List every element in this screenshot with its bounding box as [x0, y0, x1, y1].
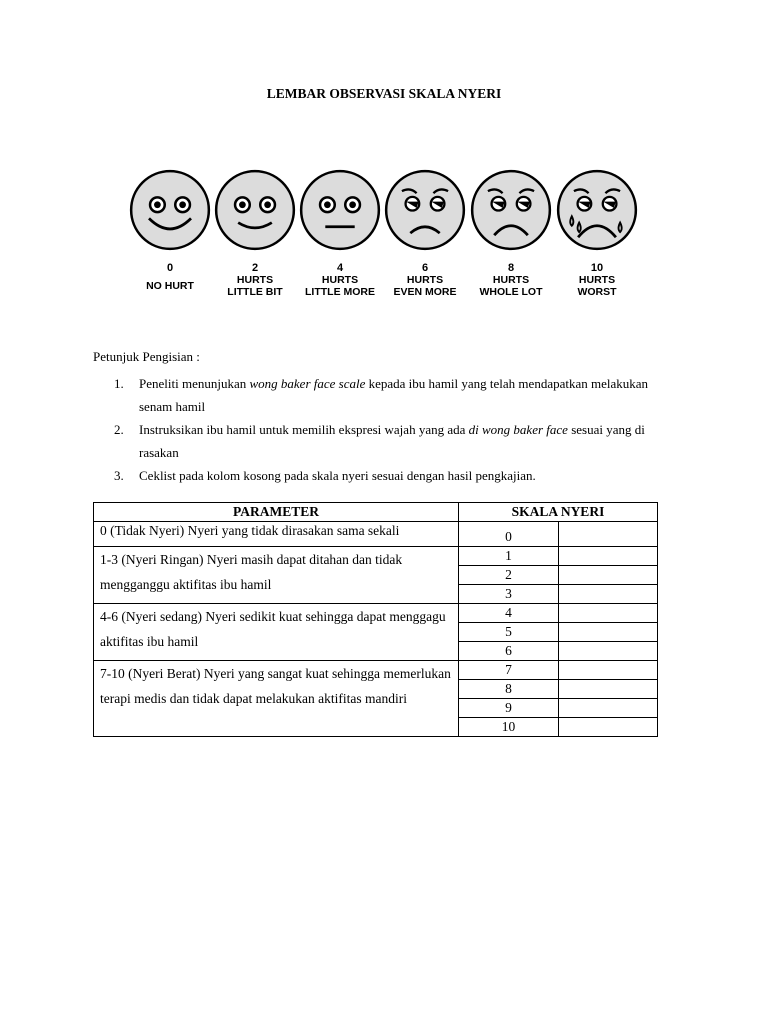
checklist-cell[interactable]: [559, 699, 658, 718]
happy-face-icon: [213, 168, 297, 252]
instructions-list: [114, 372, 654, 487]
scale-level-cell: 6: [459, 642, 559, 661]
pain-scale-table: [93, 502, 658, 737]
face-scale-number: 6: [421, 262, 429, 274]
instruction-text: di wong baker face: [468, 422, 568, 437]
instructions-heading: Petunjuk Pengisian :: [93, 349, 200, 364]
face-scale-item: [125, 168, 215, 292]
instruction-text: Peneliti menunjukan: [139, 376, 250, 391]
table-row: [94, 661, 658, 680]
sad-face-icon: [383, 168, 467, 252]
face-scale-number: 10: [590, 262, 604, 274]
face-scale-label: NO HURT: [146, 280, 194, 292]
instruction-text: Instruksikan ibu hamil untuk memilih ekspresi wajah yang ada: [139, 422, 469, 437]
face-scale-label: HURTS LITTLE BIT: [227, 274, 283, 298]
very-happy-face-icon: [128, 168, 212, 252]
very-sad-face-icon: [469, 168, 553, 252]
checklist-cell[interactable]: [559, 522, 658, 547]
checklist-cell[interactable]: [559, 623, 658, 642]
table-row: [94, 522, 658, 547]
parameter-header: PARAMETER: [94, 503, 459, 522]
instruction-text: kepada ibu hamil yang telah mendapatkan melakukan senam hamil: [139, 376, 649, 414]
scale-level-cell: 8: [459, 680, 559, 699]
scale-level-cell: 9: [459, 699, 559, 718]
checklist-cell[interactable]: [559, 661, 658, 680]
parameter-cell: 1-3 (Nyeri Ringan) Nyeri masih dapat ditahan dan tidak mengganggu aktifitas ibu hamil: [94, 547, 459, 604]
instruction-number: 2.: [114, 422, 124, 437]
face-scale-item: [295, 168, 385, 298]
instruction-item: [114, 372, 654, 418]
scale-level-cell: 3: [459, 585, 559, 604]
instruction-text: sesuai yang di rasakan: [139, 422, 645, 460]
parameter-cell: 0 (Tidak Nyeri) Nyeri yang tidak dirasakan sama sekali: [94, 522, 459, 547]
scale-header: SKALA NYERI: [459, 503, 658, 522]
checklist-cell[interactable]: [559, 718, 658, 737]
parameter-cell: 4-6 (Nyeri sedang) Nyeri sedikit kuat sehingga dapat menggagu aktifitas ibu hamil: [94, 604, 459, 661]
instruction-text: Ceklist pada kolom kosong pada skala nyeri sesuai dengan hasil pengkajian.: [139, 468, 536, 483]
face-scale-item: [466, 168, 556, 298]
scale-level-cell: 5: [459, 623, 559, 642]
instruction-text: wong baker face scale: [249, 376, 366, 391]
face-scale-label: HURTS EVEN MORE: [393, 274, 457, 298]
checklist-cell[interactable]: [559, 566, 658, 585]
face-scale-number: 8: [507, 262, 515, 274]
table-row: [94, 604, 658, 623]
scale-level-cell: 10: [459, 718, 559, 737]
checklist-cell[interactable]: [559, 680, 658, 699]
face-scale-item: [552, 168, 642, 298]
face-scale-number: 0: [166, 262, 174, 274]
table-header-row: [94, 503, 658, 522]
instruction-number: 3.: [114, 468, 124, 483]
checklist-cell[interactable]: [559, 585, 658, 604]
parameter-cell: 7-10 (Nyeri Berat) Nyeri yang sangat kuat sehingga memerlukan terapi medis dan tidak dapat melakukan aktifitas mandiri: [94, 661, 459, 737]
crying-face-icon: [555, 168, 639, 252]
checklist-cell[interactable]: [559, 642, 658, 661]
scale-level-cell: 7: [459, 661, 559, 680]
face-scale-label: HURTS WHOLE LOT: [479, 274, 543, 298]
scale-level-cell: 1: [459, 547, 559, 566]
face-scale-label: HURTS LITTLE MORE: [305, 274, 375, 298]
scale-level-cell: 2: [459, 566, 559, 585]
scale-level-cell: 0: [459, 522, 559, 547]
table-row: [94, 547, 658, 566]
face-scale-number: 2: [251, 262, 259, 274]
scale-level-cell: 4: [459, 604, 559, 623]
face-scale-item: [380, 168, 470, 298]
wong-baker-face-scale: [122, 168, 642, 308]
checklist-cell[interactable]: [559, 547, 658, 566]
face-scale-label: HURTS WORST: [577, 274, 617, 298]
face-scale-number: 4: [336, 262, 344, 274]
instruction-item: [114, 418, 654, 464]
document-title: LEMBAR OBSERVASI SKALA NYERI: [266, 86, 502, 101]
instruction-number: 1.: [114, 376, 124, 391]
neutral-face-icon: [298, 168, 382, 252]
instruction-item: [114, 464, 654, 487]
checklist-cell[interactable]: [559, 604, 658, 623]
face-scale-item: [210, 168, 300, 298]
